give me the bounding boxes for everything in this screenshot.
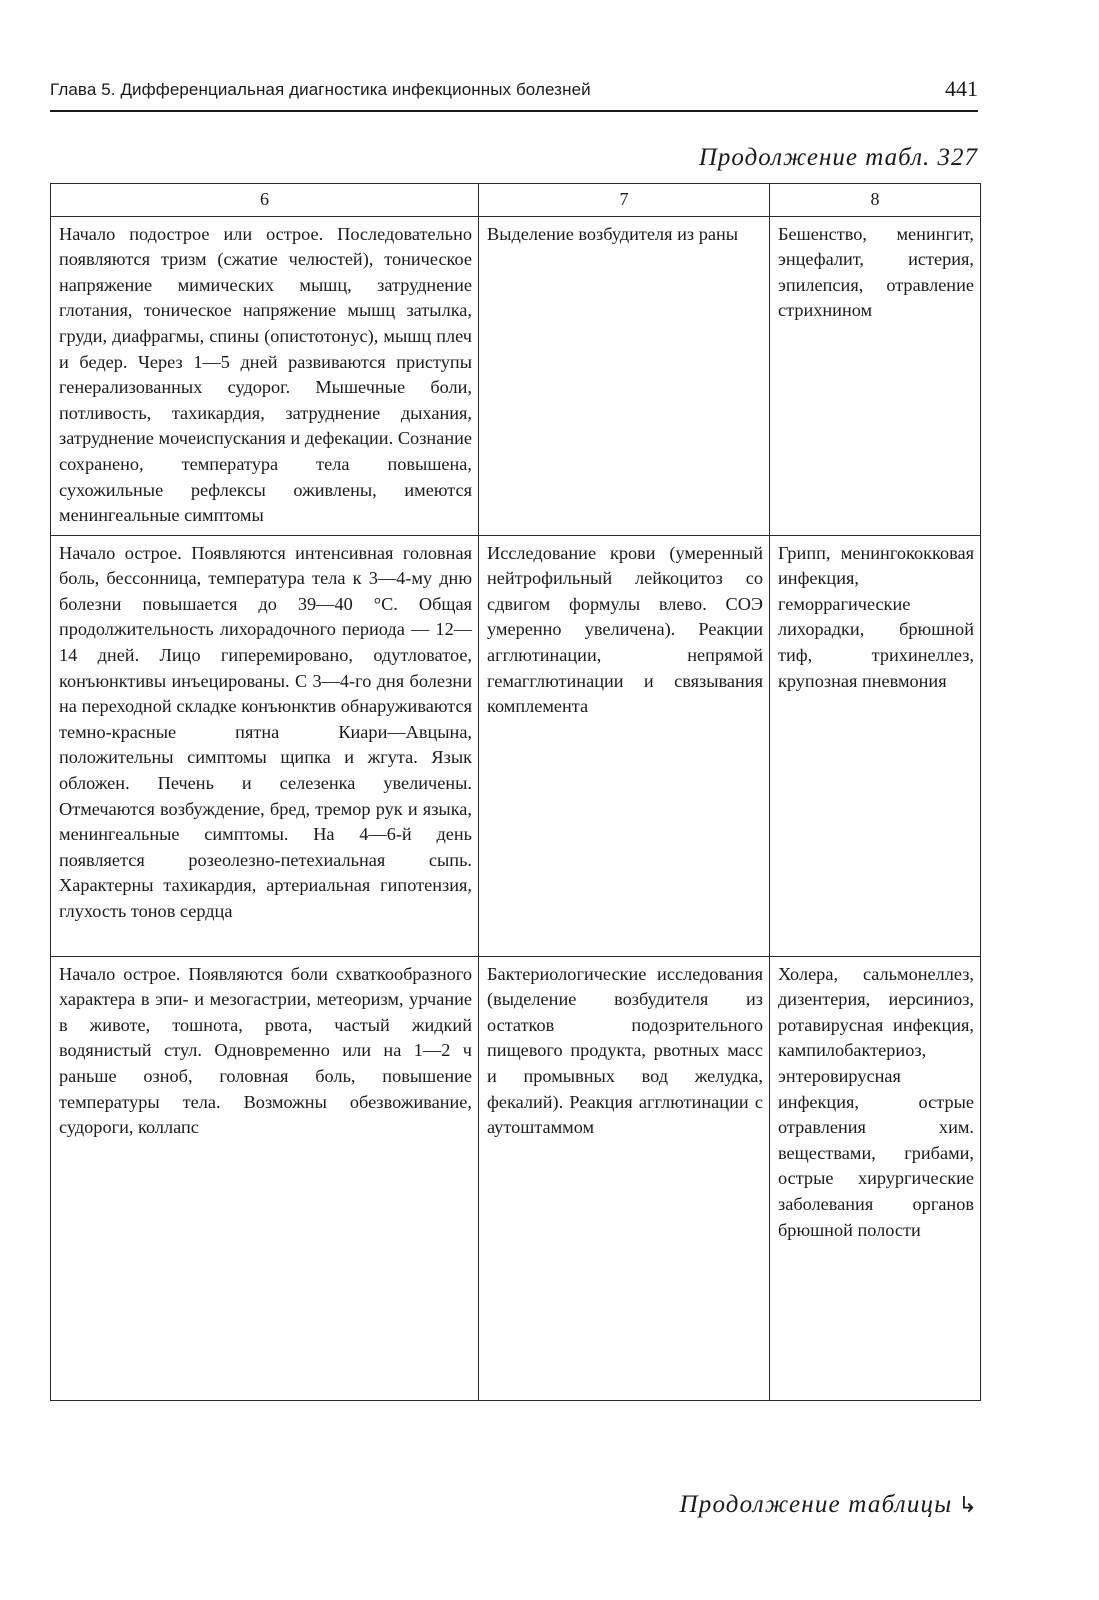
running-title: Глава 5. Дифференциальная диагностика инфекционных болезней [50, 80, 591, 99]
table-row [51, 956, 981, 1400]
differential-diagnosis-cell: Грипп, менингококковая инфекция, геморрагические лихорадки, брюшной тиф, трихинеллез, крупозная пневмония [770, 535, 981, 956]
lab-diagnosis-cell: Бактериологические исследования (выделение возбудителя из остатков подозрительного пищевого продукта, рвотных масс и промывных вод желудка, фекалий). Реакция агглютинации с аутоштаммом [479, 956, 770, 1400]
column-header-6: 6 [51, 184, 479, 217]
table-row [51, 535, 981, 956]
clinical-picture-cell: Начало подострое или острое. Последовательно появляются тризм (сжатие челюстей), тоническое напряжение мимических мышц, затруднение глотания, тоническое напряжение мышц затылка, груди, диафрагмы, спины (опистотонус), мышц плеч и бедер. Через 1—5 дней развиваются приступы генерализованных судорог. Мышечные боли, потливость, тахикардия, затруднение дыхания, затруднение мочеиспускания и дефекации. Сознание сохранено, температура тела повышена, сухожильные рефлексы оживлены, имеются менингеальные симптомы [51, 216, 479, 535]
differential-diagnosis-table [50, 183, 981, 1401]
table-continues-note [679, 1491, 978, 1519]
column-header-8: 8 [770, 184, 981, 217]
differential-diagnosis-cell: Холера, сальмонеллез, дизентерия, иерсиниоз, ротавирусная инфекция, кампилобактериоз, энтеровирусная инфекция, острые отравления хим. веществами, грибами, острые хирургические заболевания органов брюшной полости [770, 956, 981, 1400]
clinical-picture-cell: Начало острое. Появляются боли схваткообразного характера в эпи- и мезогастрии, метеоризм, урчание в животе, тошнота, рвота, частый жидкий водянистый стул. Одновременно или на 1—2 ч раньше озноб, головная боль, повышение температуры тела. Возможны обезвоживание, судороги, коллапс [51, 956, 479, 1400]
table-row [51, 216, 981, 535]
clinical-picture-cell: Начало острое. Появляются интенсивная головная боль, бессонница, температура тела к 3—4-му дню болезни повышается до 39—40 °С. Общая продолжительность лихорадочного периода — 12—14 дней. Лицо гиперемировано, одутловатое, конъюнктивы инъецированы. С 3—4-го дня болезни на переходной складке конъюнктив обнаруживаются темно-красные пятна Киари—Авцына, положительны симптомы щипка и жгута. Язык обложен. Печень и селезенка увеличены. Отмечаются возбуждение, бред, тремор рук и языка, менингеальные симптомы. На 4—6-й день появляется розеолезно-петехиальная сыпь. Характерны тахикардия, артериальная гипотензия, глухость тонов сердца [51, 535, 479, 956]
table-header-row [51, 184, 981, 217]
turn-down-arrow-icon: ↳ [958, 1493, 978, 1518]
table-continuation-caption: Продолжение табл. 327 [698, 144, 978, 171]
running-head [50, 78, 978, 112]
differential-diagnosis-cell: Бешенство, менингит, энцефалит, истерия, эпилепсия, отравление стрихнином [770, 216, 981, 535]
lab-diagnosis-cell: Исследование крови (умеренный нейтрофильный лейкоцитоз со сдвигом формулы влево. СОЭ умеренно увеличена). Реакции агглютинации, непрямой гемагглютинации и связывания комплемента [479, 535, 770, 956]
table-continues-label: Продолжение таблицы [679, 1491, 953, 1518]
column-header-7: 7 [479, 184, 770, 217]
lab-diagnosis-cell: Выделение возбудителя из раны [479, 216, 770, 535]
page-number: 441 [945, 76, 978, 101]
